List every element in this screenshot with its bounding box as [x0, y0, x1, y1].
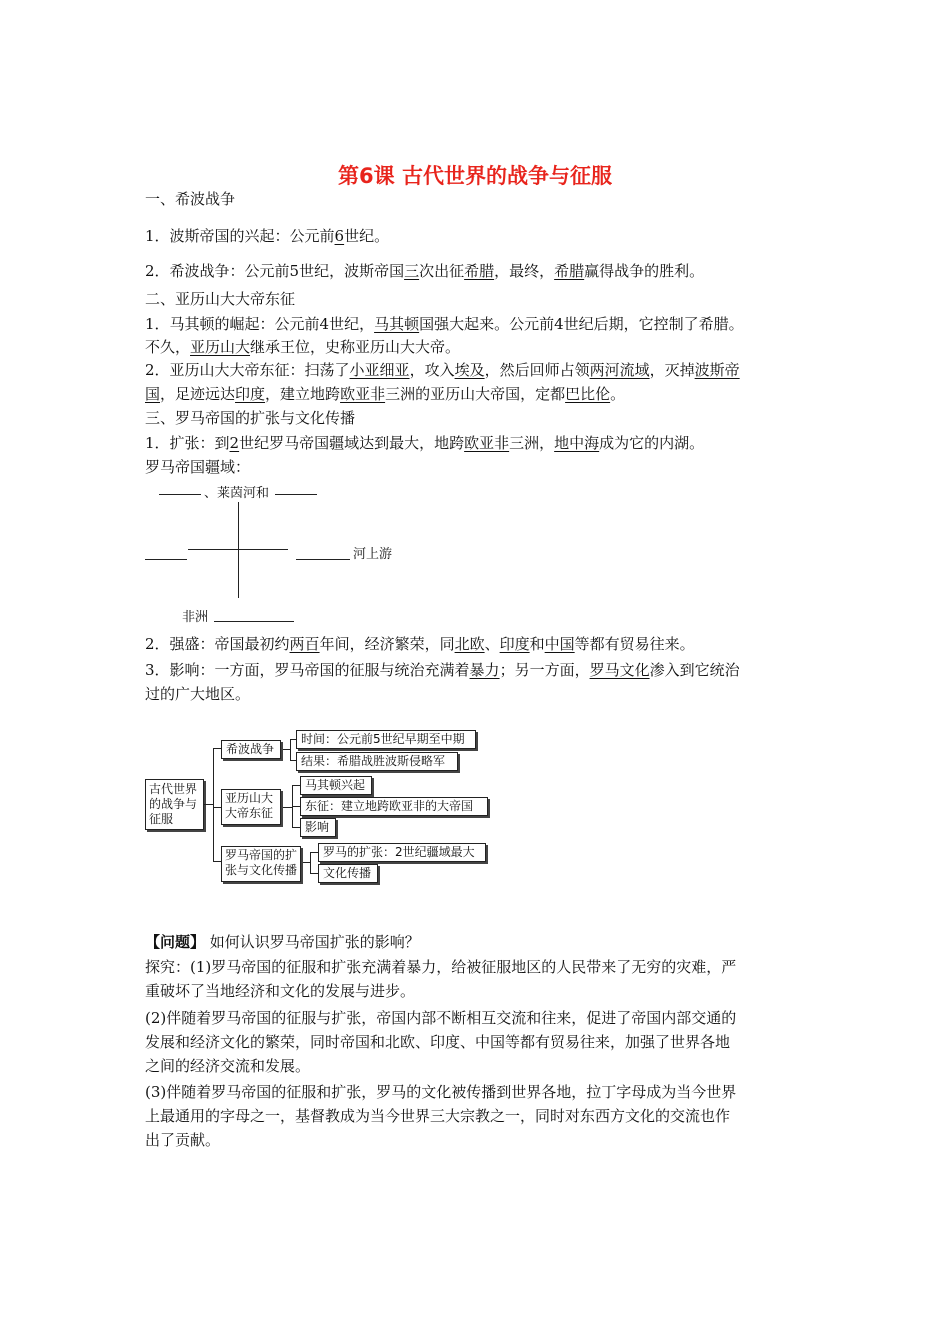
sec3-line-3: 2．强盛：帝国最初约两百年间，经济繁荣，同北欧、印度和中国等都有贸易往来。	[145, 635, 695, 653]
sec3-line-5: 过的广大地区。	[145, 685, 251, 703]
sec2-line-1: 1．马其顿的崛起：公元前4世纪，马其顿国强大起来。公元前4世纪后期，它控制了希腊。	[145, 315, 744, 333]
problem-question: 如何认识罗马帝国扩张的影响？	[205, 933, 420, 951]
mindmap-leaf-expedition: 东征：建立地跨欧亚非的大帝国	[300, 797, 488, 816]
connector	[292, 806, 300, 807]
blank-north-1	[159, 494, 201, 495]
problem-label: 【问题】	[145, 933, 206, 951]
connector	[213, 861, 221, 862]
sec2-line-3: 2．亚历山大大帝东征：扫荡了小亚细亚，攻入埃及，然后回师占领两河流域，灭掉波斯帝	[145, 361, 740, 379]
mindmap-leaf-impact: 影响	[300, 818, 336, 837]
section-heading-1: 一、希波战争	[145, 190, 236, 208]
blank-south	[214, 621, 294, 622]
mindmap-leaf-macedon: 马其顿兴起	[300, 776, 372, 795]
mindmap-branch-2: 亚历山大大帝东征	[221, 789, 281, 825]
connector	[292, 785, 300, 786]
label-south: 非洲	[182, 610, 209, 625]
section-heading-3: 三、罗马帝国的扩张与文化传播	[145, 409, 356, 427]
blank-north-2	[275, 494, 317, 495]
connector	[213, 748, 214, 861]
mindmap-leaf-result: 结果：希腊战胜波斯侵略军	[296, 752, 458, 771]
section-heading-2: 二、亚历山大大帝东征	[145, 290, 296, 308]
connector	[310, 852, 318, 853]
mindmap-leaf-expansion: 罗马的扩张：2世纪疆域最大	[318, 843, 486, 862]
blank-west	[145, 559, 187, 560]
mindmap-leaf-culture: 文化传播	[318, 864, 378, 883]
label-north: 、莱茵河和	[204, 486, 270, 501]
sec3-line-1: 1．扩张：到2世纪罗马帝国疆域达到最大，地跨欧亚非三洲，地中海成为它的内湖。	[145, 434, 705, 452]
answer-paragraph-1: 探究：(1)罗马帝国的征服和扩张充满着暴力，给被征服地区的人民带来了无穷的灾难，严 重破坏了当地经济和文化的发展与进步。	[145, 958, 737, 1000]
connector	[292, 827, 300, 828]
mindmap-leaf-time: 时间：公元前5世纪早期至中期	[296, 730, 476, 749]
cross-vertical	[238, 502, 239, 598]
answer-paragraph-2: (2)伴随着罗马帝国的征服与扩张，帝国内部不断相互交流和往来，促进了帝国内部交通的 发展和经济文化的繁荣，同时帝国和北欧、印度、中国等都有贸易往来，加强了世界各地 之间的经济交流和发展。	[145, 1009, 737, 1075]
page-title: 第6课 古代世界的战争与征服	[338, 164, 612, 188]
sec1-line-2: 2．希波战争：公元前5世纪，波斯帝国三次出征希腊，最终，希腊赢得战争的胜利。	[145, 262, 705, 280]
connector	[310, 852, 311, 873]
sec2-line-2: 不久，亚历山大继承王位，史称亚历山大大帝。	[145, 338, 461, 356]
problem-heading	[145, 931, 820, 953]
mindmap-branch-3: 罗马帝国的扩张与文化传播	[221, 846, 301, 882]
sec3-line-4: 3．影响：一方面，罗马帝国的征服与统治充满着暴力；另一方面，罗马文化渗入到它统治	[145, 661, 740, 679]
answer-paragraph-3: (3)伴随着罗马帝国的征服和扩张，罗马的文化被传播到世界各地，拉丁字母成为当今世界 上最通用的字母之一，基督教成为当今世界三大宗教之一，同时对东西方文化的交流也作 出了贡献。	[145, 1083, 737, 1149]
connector	[310, 873, 318, 874]
connector	[213, 748, 221, 749]
cross-horizontal	[188, 549, 288, 550]
sec3-line-2: 罗马帝国疆域：	[145, 458, 251, 476]
connector	[213, 807, 221, 808]
blank-east	[296, 559, 350, 560]
label-east: 河上游	[353, 547, 393, 562]
connector	[290, 739, 291, 760]
sec2-line-4: 国，足迹远达印度，建立地跨欧亚非三洲的亚历山大帝国，定都巴比伦。	[145, 385, 626, 403]
mindmap-branch-1: 希波战争	[221, 740, 281, 759]
sec1-line-1: 1．波斯帝国的兴起：公元前6世纪。	[145, 227, 390, 245]
mindmap-root: 古代世界的战争与征服	[145, 779, 204, 830]
